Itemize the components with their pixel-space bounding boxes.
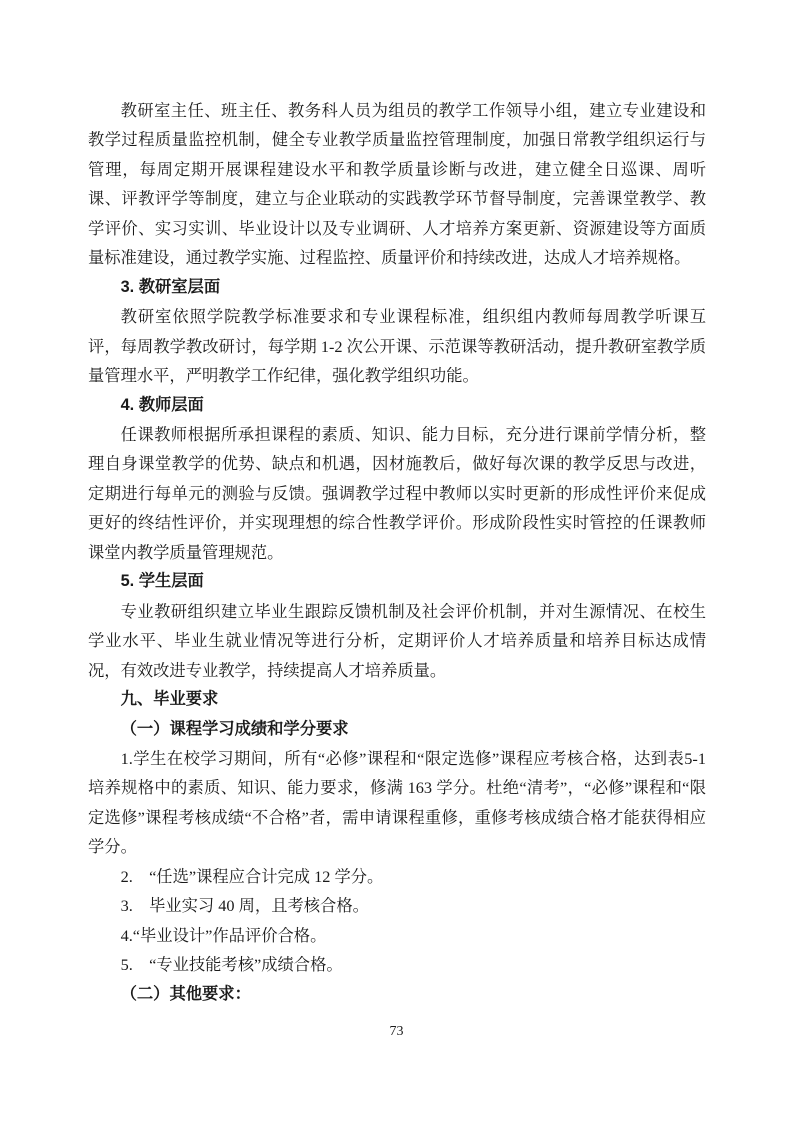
heading-teacher-level: 4. 教师层面 — [120, 395, 204, 414]
page-footer — [0, 1024, 793, 1040]
page-number: 73 — [389, 1024, 404, 1039]
paragraph-credit-requirement-1: 1.学生在校学习期间，所有“必修”课程和“限定选修”课程应考核合格，达到表5-1 培养规格中的素质、知识、能力要求，修满 163 学分。杜绝“清考”，“必修”课程和“限定选修”课程考核成绩“不合格”者，需申请课程重修，重修考核成绩合格才能获得相应学分。 — [88, 748, 711, 857]
list-item-graduation-internship: 3. 毕业实习 40 周，且考核合格。 — [120, 896, 369, 916]
heading-course-credit-requirements: （一）课程学习成绩和学分要求 — [120, 719, 349, 738]
heading-other-requirements: （二）其他要求： — [120, 984, 251, 1003]
list-item-graduation-design: 4.“毕业设计”作品评价合格。 — [120, 925, 327, 945]
heading-student-level: 5. 学生层面 — [120, 572, 204, 591]
list-item-elective-credits: 2. “任选”课程应合计完成 12 学分。 — [120, 866, 384, 886]
document-content — [88, 96, 711, 1009]
heading-teaching-research-office-level: 3. 教研室层面 — [120, 277, 221, 296]
paragraph-quality-monitoring: 教研室主任、班主任、教务科人员为组员的教学工作领导小组，建立专业建设和教学过程质量监控机制，健全专业教学质量监控管理制度，加强日常教学组织运行与管理，每周定期开展课程建设水平和教学质量诊断与改进，建立健全日巡课、周听课、评教评学等制度，建立与企业联动的实践教学环节督导制度，完善课堂教学、教学评价、实习实训、毕业设计以及专业调研、人才培养方案更新、资源建设等方面质量标准建设，通过教学实施、过程监控、质量评价和持续改进，达成人才培养规格。 — [88, 101, 706, 268]
heading-graduation-requirements: 九、毕业要求 — [120, 690, 219, 709]
paragraph-student: 专业教研组织建立毕业生跟踪反馈机制及社会评价机制，并对生源情况、在校生学业水平、毕业生就业情况等进行分析，定期评价人才培养质量和培养目标达成情况，有效改进专业教学，持续提高人才培养质量。 — [88, 601, 706, 680]
list-item-skill-assessment: 5. “专业技能考核”成绩合格。 — [120, 955, 343, 975]
paragraph-teaching-research-office: 教研室依照学院教学标准要求和专业课程标准，组织组内教师每周教学听课互评，每周教学教改研讨，每学期 1-2 次公开课、示范课等教研活动，提升教研室教学质量管理水平，严明教学工作纪律，强化教学组织功能。 — [88, 307, 706, 386]
paragraph-teacher: 任课教师根据所承担课程的素质、知识、能力目标，充分进行课前学情分析，整理自身课堂教学的优势、缺点和机遇，因材施教后，做好每次课的教学反思与改进，定期进行每单元的测验与反馈。强调教学过程中教师以实时更新的形成性评价来促成更好的终结性评价，并实现理想的综合性教学评价。形成阶段性实时管控的任课教师课堂内教学质量管理规范。 — [88, 424, 706, 562]
